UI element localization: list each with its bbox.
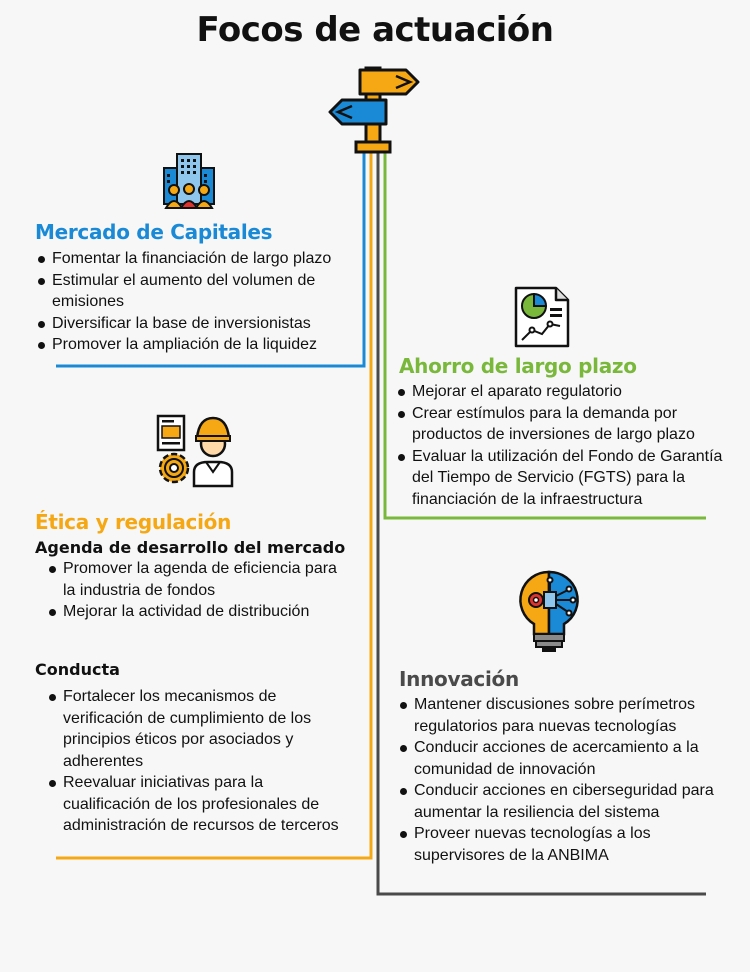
list-item: Estimular el aumento del volumen de emisiones [36,270,336,313]
worker-document-gear-icon [156,414,234,488]
mercado-heading: Mercado de Capitales [35,220,273,244]
buildings-people-icon [160,152,218,210]
etica-heading: Ética y regulación [35,510,232,534]
list-item: Evaluar la utilización del Fondo de Garantía del Tiempo de Servicio (FGTS) para la financiación de la infraestructura [396,446,726,511]
list-item: Promover la agenda de eficiencia para la industria de fondos [47,558,347,601]
list-item: Mejorar la actividad de distribución [47,601,347,623]
list-item: Fomentar la financiación de largo plazo [36,248,336,270]
innovacion-heading: Innovación [399,667,519,691]
list-item: Conducir acciones en ciberseguridad para aumentar la resiliencia del sistema [398,780,718,823]
conducta-subheading: Conducta [35,660,120,679]
conducta-list [47,686,352,837]
list-item: Promover la ampliación de la liquidez [36,334,336,356]
list-item: Mantener discusiones sobre perímetros regulatorios para nuevas tecnologías [398,694,718,737]
report-chart-icon [510,286,572,348]
list-item: Crear estímulos para la demanda por productos de inversiones de largo plazo [396,403,726,446]
list-item: Fortalecer los mecanismos de verificación de cumplimiento de los principios éticos por asociados y adherentes [47,686,352,772]
ahorro-heading: Ahorro de largo plazo [399,354,637,378]
list-item: Diversificar la base de inversionistas [36,313,336,335]
signpost-icon [326,62,422,156]
list-item: Mejorar el aparato regulatorio [396,381,726,403]
ahorro-list [396,381,726,510]
page-title: Focos de actuación [196,10,554,50]
list-item: Reevaluar iniciativas para la cualificación de los profesionales de administración de recursos de terceros [47,772,352,837]
lightbulb-circuit-icon [518,570,580,654]
list-item: Conducir acciones de acercamiento a la comunidad de innovación [398,737,718,780]
mercado-list [36,248,336,356]
innovacion-list [398,694,718,866]
list-item: Proveer nuevas tecnologías a los supervisores de la ANBIMA [398,823,718,866]
agenda-subheading: Agenda de desarrollo del mercado [35,538,346,557]
agenda-list [47,558,347,623]
